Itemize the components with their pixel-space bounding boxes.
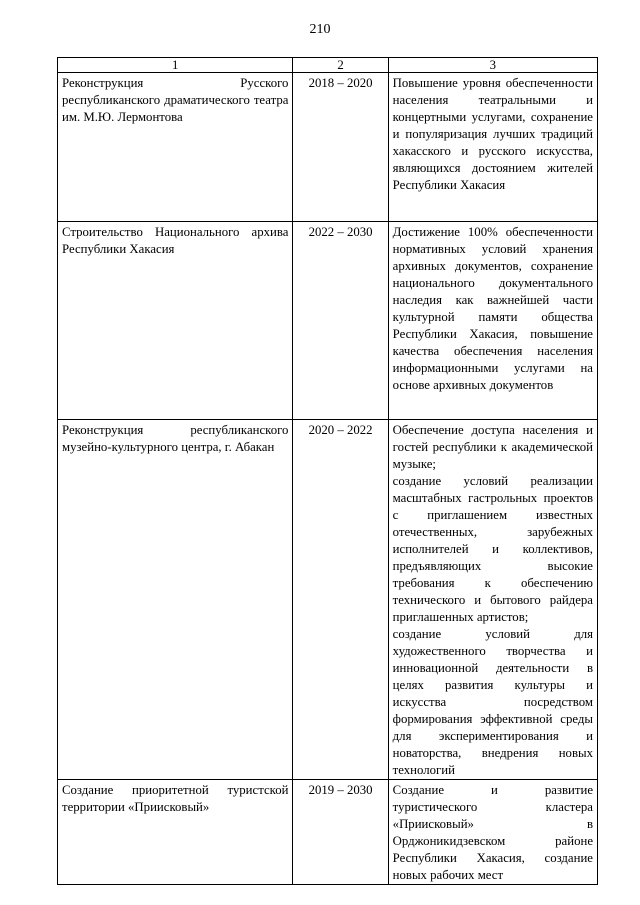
project-result <box>388 73 597 222</box>
project-name: Создание приоритетной туристской территории «Приисковый» <box>58 780 293 885</box>
header-col-1: 1 <box>58 58 293 73</box>
table-header-row <box>58 58 598 73</box>
project-name: Реконструкция республиканского музейно-культурного центра, г. Абакан <box>58 420 293 780</box>
result-paragraph: Повышение уровня обеспеченности населения театральными и концертными услугами, сохранение и популяризация лучших традиций хакасского и русского искусства, являющихся достоянием жителей Республики Хакасия <box>392 76 593 192</box>
project-result <box>388 420 597 780</box>
project-name: Реконструкция Русского республиканского драматического театра им. М.Ю. Лермонтова <box>58 73 293 222</box>
project-period: 2019 – 2030 <box>293 780 388 885</box>
project-period: 2022 – 2030 <box>293 222 388 420</box>
project-result <box>388 780 597 885</box>
table-row <box>58 222 598 420</box>
page-number: 210 <box>309 22 331 37</box>
project-name: Строительство Национального архива Республики Хакасия <box>58 222 293 420</box>
result-paragraph: Достижение 100% обеспеченности нормативных условий хранения архивных документов, сохранение национального документального наследия как важнейшей части культурной памяти общества Республики Хакасия, повышение качества обеспечения населения информационными услугами на основе архивных документов <box>392 225 593 392</box>
result-paragraph: Обеспечение доступа населения и гостей республики к академической музыке; <box>392 423 593 471</box>
project-result <box>388 222 597 420</box>
header-col-2: 2 <box>293 58 388 73</box>
project-period: 2018 – 2020 <box>293 73 388 222</box>
projects-table <box>57 57 598 885</box>
project-period: 2020 – 2022 <box>293 420 388 780</box>
header-col-3: 3 <box>388 58 597 73</box>
table-row <box>58 780 598 885</box>
table-row <box>58 420 598 780</box>
result-paragraph: создание условий реализации масштабных гастрольных проектов с приглашением известных отечественных, зарубежных исполнителей и коллективов, предъявляющих высокие требования к обеспечению технического и бытового райдера приглашенных артистов; <box>392 474 593 624</box>
table-row <box>58 73 598 222</box>
result-paragraph: Создание и развитие туристического кластера «Приисковый» в Орджоникидзевском районе Республики Хакасия, создание новых рабочих мест <box>392 783 593 882</box>
result-paragraph: создание условий для художественного творчества и инновационной деятельности в целях развития культуры и искусства посредством формирования эффективной среды для экспериментирования и новаторства, внедрения новых технологий <box>392 627 593 777</box>
